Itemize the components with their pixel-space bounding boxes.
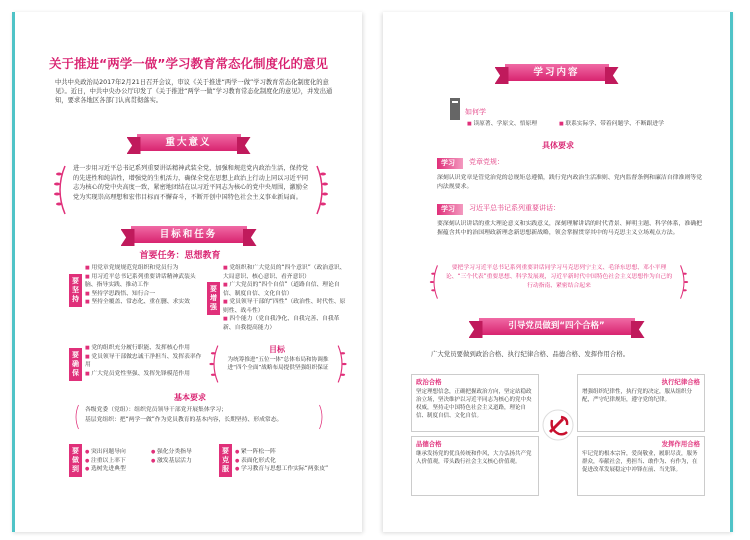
box-ensure: 要确保 <box>69 348 82 381</box>
right-page <box>383 12 733 532</box>
four-qualified-ribbon: 引导党员做到“四个合格” <box>479 318 635 335</box>
laurel-right-icon <box>315 404 329 430</box>
laurel-left-icon <box>53 164 67 216</box>
content-ribbon: 学习内容 <box>505 64 609 81</box>
left-page <box>12 12 362 532</box>
card-text: 牢记党的根本宗旨，爱岗敬业，履职尽责，服务群众，奉献社会，勇担当、敢作为、有作为，在促进改革发展稳定中冲锋在前、当先锋。 <box>582 451 698 473</box>
how-item-2 <box>559 120 709 129</box>
overcome-list <box>235 448 351 474</box>
achieve-list-a <box>85 448 149 474</box>
study-2-text: 要深刻认识讲话的重大理论意义和实践意义，深刻理解讲话的时代背景、鲜明主题、科学体系，准确把握蕴含其中的治国理政新理念新思想新战略，领会掌握贯穿其中的马克思主义立场观点方法。 <box>437 221 703 236</box>
card-role <box>577 436 705 496</box>
list-item: ■ 坚持学思践悟、知行合一 <box>85 290 203 299</box>
card-title: 品德合格 <box>416 440 442 448</box>
card-title: 政治合格 <box>416 378 442 386</box>
list-item: ● 表面化形式化 <box>235 457 351 466</box>
list-item: ● 学习教育与思想工作实际“两张皮” <box>235 465 351 474</box>
study-2-title: 习近平总书记系列重要讲话： <box>469 204 560 212</box>
card-discipline <box>577 374 705 432</box>
laurel-right-icon <box>335 344 349 384</box>
list-item: ■ 广大党员党性坚强、发挥先锋模范作用 <box>85 370 205 379</box>
specific-title: 具体要求 <box>542 141 574 150</box>
achieve-list-b <box>151 448 215 465</box>
laurel-left-icon <box>69 404 83 430</box>
list-item: ● 突出问题导向 <box>85 448 149 457</box>
card-title: 执行纪律合格 <box>661 378 700 386</box>
party-emblem-icon <box>541 408 575 442</box>
study-combine-text: 要把学习习近平总书记系列重要讲话同学习马克思列宁主义、毛泽东思想、邓小平理论、“三个代表”重要思想、科学发展观，习近平新时代中国特色社会主义思想作为自己的行动指南、紧密结合起来 <box>445 265 673 289</box>
list-item: ■ 坚持全覆盖、常态化、重在删、求实效 <box>85 298 203 307</box>
how-title: 如何学 <box>465 108 486 116</box>
list-item: ● 紧一阵松一阵 <box>235 448 351 457</box>
basic-line-2: 基层党组织：把“两学一做”作为党员教育的基本内容，长期坚持、形成常态。 <box>85 417 283 423</box>
ensure-list <box>85 344 205 378</box>
list-item: ■ 四个能力（党自我净化、自我完善、自我革新、自我提高能力） <box>223 315 349 332</box>
box-keep: 要坚持 <box>69 274 82 307</box>
list-item: ■ 党员领导干部做忠诚干净担当、发挥表率作用 <box>85 353 205 370</box>
list-item: ● 注重以上率下 <box>85 457 149 466</box>
card-moral <box>411 436 539 496</box>
study-2-tag: 学习 <box>437 204 463 215</box>
enhance-list <box>223 264 349 332</box>
keep-list <box>85 264 203 307</box>
study-1-text: 深刻认识党章是管党治党的总规矩总遵循，践行党内政治生活准则、党内监督条例和廉洁自律准则等党内法规要求。 <box>437 175 703 190</box>
laurel-right-icon <box>677 264 691 300</box>
basic-line-1: 各级党委（党组）：组织党员领导干部党开展集体学习； <box>85 407 228 413</box>
how-item-1 <box>467 120 557 129</box>
laurel-left-icon <box>427 264 441 300</box>
list-item: ■ 联系实际学、带着问题学、不断跟进学 <box>559 120 709 129</box>
laurel-left-icon <box>207 344 221 384</box>
card-text: 增强组织纪律性，执行党的决定，服从组织分配，严守纪律规矩，遵守党的纪律。 <box>582 389 693 403</box>
card-text: 继承发扬党的优良传统和作风，大力弘扬共产党人价值观，带头践行社会主义核心价值观。 <box>416 451 532 465</box>
list-item: ■ 广大党员的“四个自信”（道路自信、理论自信、制度自信、文化自信） <box>223 281 349 298</box>
study-1-title: 党章党规： <box>469 158 504 166</box>
intro-paragraph: 中共中央政治局2017年2月21日召开会议，审议《关于推进“两学一做”学习教育常态化制度化的意见》。近日，中共中央办公厅印发了《关于推进“两学一做”学习教育常态化制度化的意见》，并发出通知，要求各地区各部门认真贯彻落实。 <box>55 79 333 104</box>
list-item: ● 激发基层活力 <box>151 457 215 466</box>
card-title: 发挥作用合格 <box>661 440 700 448</box>
basic-title: 基本要求 <box>174 393 206 402</box>
box-overcome: 要克服 <box>219 444 232 477</box>
laurel-right-icon <box>315 164 329 216</box>
list-item: ■ 用习近平总书记系列重要讲话精神武装头脑、指导实践、推动工作 <box>85 273 203 290</box>
list-item: ■ 读原著、学原文、悟原理 <box>467 120 557 129</box>
target-title: 目标 <box>269 345 285 354</box>
target-text: 为统筹推进“五位一体”总体布局和协调推进“四个全面”战略布局提供坚强组织保证 <box>227 357 329 371</box>
primary-task: 首要任务：思想教育 <box>139 251 221 261</box>
list-item: ● 强化分类指导 <box>151 448 215 457</box>
study-1-tag: 学习 <box>437 158 463 169</box>
card-text: 坚定理想信念，正确把握政治方向，坚定站稳政治立场，坚决维护以习近平同志为核心的党中央权威，坚持走中国特色社会主义道路，理论自信、制度自信、文化自信。 <box>416 389 532 419</box>
list-item: ● 选树先进典型 <box>85 465 149 474</box>
page-title: 关于推进“两学一做”学习教育常态化制度化的意见 <box>49 56 328 71</box>
box-enhance: 要增强 <box>207 282 220 315</box>
list-item: ■ 党组织和广大党员的“四个意识”（政治意识、大局意识、核心意识、看齐意识） <box>223 264 349 281</box>
four-lead-text: 广大党员要做到政治合格、执行纪律合格、品德合格、发挥作用合格。 <box>431 350 630 358</box>
list-item: ■ 党员领导干部的“四性”（政治性、时代性、原则性、战斗性） <box>223 298 349 315</box>
box-achieve: 要做到 <box>69 444 82 477</box>
card-political <box>411 374 539 432</box>
goals-ribbon: 目标和任务 <box>131 226 247 243</box>
significance-text: 进一步用习近平总书记系列重要讲话精神武装全党，加强和规范党内政治生活，保持党的先进性和纯洁性，增强党的生机活力，确保全党在思想上政治上行动上同以习近平同志为核心的党中央高度一致，紧密地团结在以习近平同志为核心的党中央周围，激励全党为实现崇高理想和宏伟目标而不懈奋斗，不断开创中国特色社会主义事业新局面。 <box>73 165 309 201</box>
list-item: ■ 党的组织充分履行职能、发挥核心作用 <box>85 344 205 353</box>
significance-ribbon: 重大意义 <box>137 134 241 151</box>
book-icon <box>449 96 461 122</box>
list-item: ■ 用党章党规规范党组织和党员行为 <box>85 264 203 273</box>
